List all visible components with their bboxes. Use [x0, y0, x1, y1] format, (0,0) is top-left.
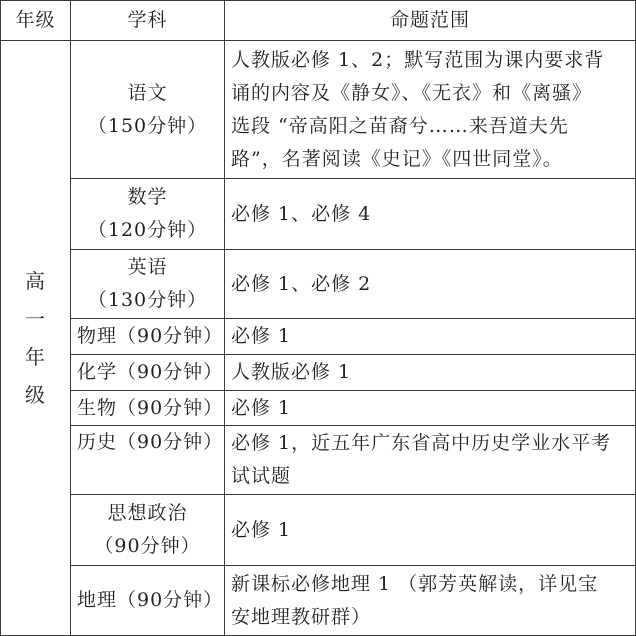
scope-line: 选段 “帝高阳之苗裔兮……来吾道夫先: [231, 114, 569, 137]
scope-english: [225, 250, 635, 318]
subject-name: 地理（90分钟）: [77, 589, 224, 611]
subject-english: [71, 250, 224, 318]
scope-line: 必修 1: [231, 518, 292, 541]
subject-politics: [71, 495, 224, 565]
scope-history: [225, 426, 635, 494]
scope-biology: [225, 391, 635, 425]
subject-name: 数学: [127, 186, 168, 208]
scope-line: 人教版必修 1、2；默写范围为课内要求背: [231, 48, 605, 71]
subject-name: 生物（90分钟）: [77, 396, 224, 419]
scope-chemistry: [225, 355, 635, 390]
subject-name: 思想政治: [107, 502, 188, 524]
subject-physics: [71, 319, 224, 354]
grade-cell: [1, 41, 70, 635]
subject-duration: （90分钟）: [94, 535, 201, 557]
header-grade: [1, 1, 70, 40]
grade-char: 年: [25, 345, 46, 369]
scope-chinese: [225, 41, 635, 178]
scope-math: [225, 179, 635, 249]
header-grade-text: 年级: [15, 9, 56, 31]
scope-politics: [225, 495, 635, 565]
scope-line: 试试题: [231, 465, 292, 487]
scope-line: 新课标必修地理 1 （郭芳英解读，详见宝: [231, 572, 599, 595]
header-scope: [225, 1, 635, 40]
scope-line: 安地理教研群）: [231, 605, 372, 628]
subject-duration: （150分钟）: [87, 114, 208, 137]
scope-physics: [225, 319, 635, 354]
scope-geography: [225, 566, 635, 635]
subject-duration: （120分钟）: [87, 219, 208, 241]
header-subject: [71, 1, 224, 40]
scope-line: 路”，名著阅读《史记》《四世同堂》。: [231, 147, 563, 170]
scope-line: 必修 1、必修 2: [231, 272, 372, 295]
subject-name: 英语: [127, 256, 168, 278]
subject-geography: [71, 566, 224, 635]
scope-line: 必修 1: [231, 325, 292, 347]
subject-duration: （130分钟）: [87, 289, 208, 311]
grade-char: 高: [25, 269, 46, 293]
subject-biology: [71, 391, 224, 425]
subject-math: [71, 179, 224, 249]
header-scope-text: 命题范围: [389, 9, 470, 31]
subject-name: 化学（90分钟）: [77, 361, 224, 383]
scope-line: 必修 1，近五年广东省高中历史学业水平考: [231, 432, 612, 454]
subject-chinese: [71, 41, 224, 178]
scope-line: 必修 1、必修 4: [231, 202, 372, 225]
grade-char: 级: [25, 383, 46, 407]
scope-line: 诵的内容及《静女》、《无衣》和《离骚》: [231, 81, 593, 104]
scope-line: 必修 1: [231, 396, 292, 419]
header-subject-text: 学科: [127, 9, 168, 31]
subject-chemistry: [71, 355, 224, 390]
subject-history: [71, 426, 224, 494]
grade-char: 一: [25, 307, 46, 331]
subject-name: 物理（90分钟）: [77, 325, 224, 347]
subject-name: 语文: [127, 81, 168, 104]
subject-name: 历史（90分钟）: [77, 431, 224, 453]
scope-line: 人教版必修 1: [231, 361, 352, 383]
